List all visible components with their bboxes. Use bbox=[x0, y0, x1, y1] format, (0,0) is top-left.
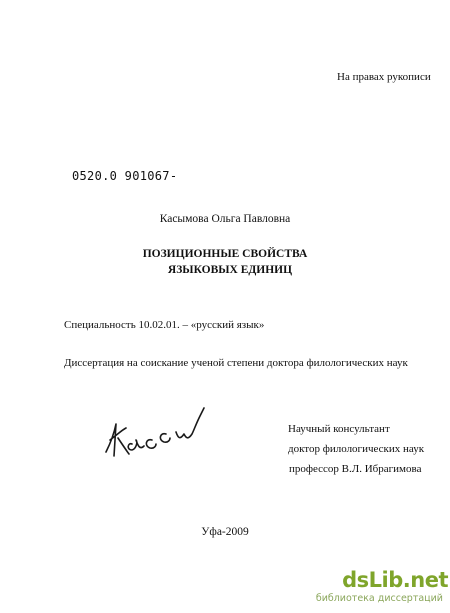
handwritten-signature bbox=[96, 394, 214, 464]
dissertation-title bbox=[0, 246, 450, 278]
author-name: Касымова Ольга Павловна bbox=[159, 213, 291, 225]
watermark-subtitle: библиотека диссертаций bbox=[315, 593, 443, 604]
manuscript-rights-note: На правах рукописи bbox=[337, 71, 431, 83]
consultant-degree: доктор филологических наук bbox=[288, 443, 425, 455]
consultant-name: профессор В.Л. Ибрагимова bbox=[289, 463, 422, 475]
place-and-year: Уфа-2009 bbox=[201, 526, 249, 538]
title-line-2: ЯЗЫКОВЫХ ЕДИНИЦ bbox=[167, 264, 293, 276]
dslib-watermark bbox=[288, 568, 448, 608]
scientific-consultant-block bbox=[288, 419, 424, 479]
title-line-1: ПОЗИЦИОННЫЕ СВОЙСТВА bbox=[142, 248, 308, 260]
consultant-role: Научный консультант bbox=[288, 423, 390, 435]
dissertation-degree-line: Диссертация на соискание ученой степени доктора филологических наук bbox=[64, 357, 408, 369]
watermark-brand: dsLib.net bbox=[342, 568, 448, 592]
specialty-line: Специальность 10.02.01. – «русский язык» bbox=[64, 319, 265, 331]
catalog-number: 0520.0 901067- bbox=[72, 169, 178, 183]
